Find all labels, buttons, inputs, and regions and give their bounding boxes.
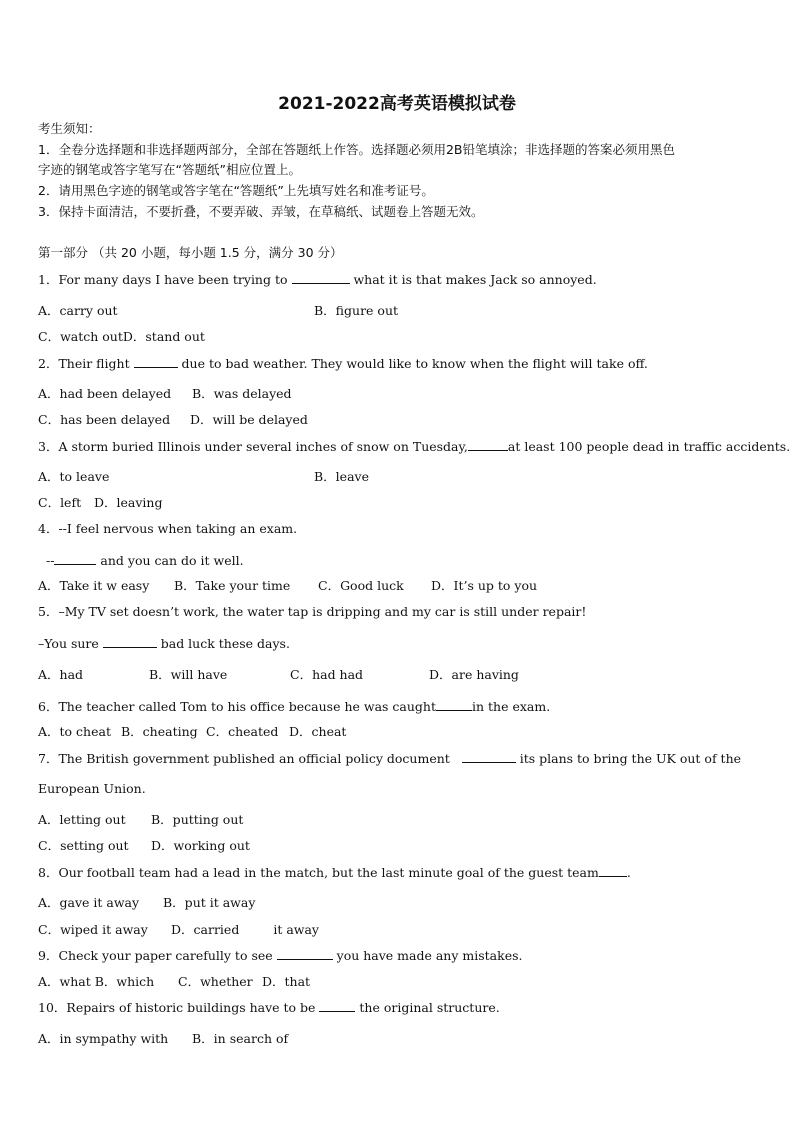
q3-option-d[interactable]: D．leaving bbox=[94, 495, 163, 510]
q8-option-d-text-end: it away bbox=[273, 922, 319, 937]
answer-blank bbox=[468, 438, 508, 451]
q3-stem: 3．A storm buried Illinois under several inches of snow on Tuesday, bbox=[38, 439, 468, 454]
q1-option-a[interactable]: A．carry out bbox=[38, 303, 118, 318]
q1-option-b[interactable]: B．figure out bbox=[314, 303, 399, 318]
q8-option-a[interactable]: A．gave it away bbox=[38, 895, 140, 910]
q1-stem: 1．For many days I have been trying to bbox=[38, 272, 292, 287]
answer-blank bbox=[103, 635, 157, 648]
q1-option-cd[interactable]: C．watch outD．stand out bbox=[38, 329, 205, 344]
question-2 bbox=[38, 355, 648, 372]
q8-option-d[interactable] bbox=[171, 922, 319, 938]
q8-option-b[interactable]: B．put it away bbox=[163, 895, 256, 910]
q6-option-d[interactable]: D．cheat bbox=[289, 724, 347, 739]
answer-blank bbox=[54, 552, 96, 565]
q4-dash: -- bbox=[46, 553, 55, 568]
notice-line-2: 2．请用黑色字迹的钢笔或答字笔在“答题纸”上先填写姓名和准考证号。 bbox=[38, 183, 434, 198]
q3-option-b[interactable]: B．leave bbox=[314, 469, 369, 484]
q9-option-d[interactable]: D．that bbox=[262, 974, 311, 989]
q3-stem-end: at least 100 people dead in traffic accidents. bbox=[507, 439, 791, 454]
notice-line-1b: 字迹的钢笔或答字笔写在“答题纸”相应位置上。 bbox=[38, 162, 301, 177]
q6-option-c[interactable]: C．cheated bbox=[206, 724, 279, 739]
question-1 bbox=[38, 271, 597, 288]
q4-option-c[interactable]: C．Good luck bbox=[318, 578, 404, 593]
q7-stem-end: its plans to bring the UK out of the bbox=[515, 751, 742, 766]
q3-option-a[interactable]: A．to leave bbox=[38, 469, 110, 484]
answer-blank bbox=[292, 271, 350, 284]
q2-stem: 2．Their flight bbox=[38, 356, 134, 371]
answer-blank bbox=[277, 947, 333, 960]
question-4: 4．--I feel nervous when taking an exam. bbox=[38, 521, 298, 536]
q4-option-b[interactable]: B．Take your time bbox=[174, 578, 291, 593]
question-6 bbox=[38, 698, 550, 715]
q9-stem-end: you have made any mistakes. bbox=[332, 948, 523, 963]
q3-option-c[interactable]: C．left bbox=[38, 495, 82, 510]
q6-option-a[interactable]: A．to cheat bbox=[38, 724, 111, 739]
question-7-cont: European Union. bbox=[38, 781, 146, 796]
q10-stem-end: the original structure. bbox=[355, 1000, 500, 1015]
q10-stem: 10．Repairs of historic buildings have to be bbox=[38, 1000, 320, 1015]
q4-option-a[interactable]: A．Take it w easy bbox=[38, 578, 150, 593]
q2-option-b[interactable]: B．was delayed bbox=[192, 386, 292, 401]
q10-option-a[interactable]: A．in sympathy with bbox=[38, 1031, 169, 1046]
q9-option-c[interactable]: C．whether bbox=[178, 974, 253, 989]
q8-option-d-text: D．carried bbox=[171, 922, 240, 937]
q5-option-a[interactable]: A．had bbox=[38, 667, 84, 682]
question-9 bbox=[38, 947, 523, 964]
answer-blank bbox=[319, 999, 355, 1012]
notice-line-1a: 1．全卷分选择题和非选择题两部分，全部在答题纸上作答。选择题必须用2B铅笔填涂；非选择题的答案必须用黑色 bbox=[38, 142, 675, 157]
q6-option-b[interactable]: B．cheating bbox=[121, 724, 198, 739]
answer-blank bbox=[462, 750, 516, 763]
q7-option-d[interactable]: D．working out bbox=[151, 838, 250, 853]
q2-option-a[interactable]: A．had been delayed bbox=[38, 386, 172, 401]
q5-reply-end: bad luck these days. bbox=[156, 636, 290, 651]
q5-option-b[interactable]: B．will have bbox=[149, 667, 228, 682]
section-heading: 第一部分 （共 20 小题，每小题 1.5 分，满分 30 分） bbox=[38, 245, 343, 260]
q4-option-d[interactable]: D．It’s up to you bbox=[431, 578, 538, 593]
q7-option-c[interactable]: C．setting out bbox=[38, 838, 129, 853]
q4-reply-end: and you can do it well. bbox=[96, 553, 244, 568]
question-3 bbox=[38, 438, 790, 455]
answer-blank bbox=[134, 355, 178, 368]
q2-stem-end: due to bad weather. They would like to know when the flight will take off. bbox=[177, 356, 648, 371]
q7-option-b[interactable]: B．putting out bbox=[151, 812, 244, 827]
q7-option-a[interactable]: A．letting out bbox=[38, 812, 126, 827]
q5-option-c[interactable]: C．had had bbox=[290, 667, 364, 682]
q5-reply-start: –You sure bbox=[38, 636, 103, 651]
notice-heading: 考生须知： bbox=[38, 121, 101, 136]
question-7 bbox=[38, 750, 741, 767]
q1-stem-end: what it is that makes Jack so annoyed. bbox=[349, 272, 597, 287]
question-8 bbox=[38, 864, 631, 881]
q5-option-d[interactable]: D．are having bbox=[429, 667, 519, 682]
q9-option-ab[interactable]: A．what B．which bbox=[38, 974, 155, 989]
q2-option-d[interactable]: D．will be delayed bbox=[190, 412, 308, 427]
question-5-reply bbox=[38, 635, 290, 652]
q7-stem: 7．The British government published an official policy document bbox=[38, 751, 454, 766]
answer-blank bbox=[436, 698, 472, 711]
q8-stem: 8．Our football team had a lead in the match, but the last minute goal of the guest team bbox=[38, 865, 599, 880]
q6-stem: 6．The teacher called Tom to his office because he was caught bbox=[38, 699, 436, 714]
q8-stem-end: . bbox=[626, 865, 631, 880]
q8-option-c[interactable]: C．wiped it away bbox=[38, 922, 148, 937]
q6-stem-end: in the exam. bbox=[472, 699, 551, 714]
q2-option-c[interactable]: C．has been delayed bbox=[38, 412, 171, 427]
question-4-reply bbox=[46, 552, 244, 569]
q9-stem: 9．Check your paper carefully to see bbox=[38, 948, 277, 963]
question-5: 5．–My TV set doesn’t work, the water tap is dripping and my car is still under repair! bbox=[38, 604, 587, 619]
question-10 bbox=[38, 999, 500, 1016]
answer-blank bbox=[599, 864, 627, 877]
notice-line-3: 3．保持卡面清洁，不要折叠，不要弄破、弄皱，在草稿纸、试题卷上答题无效。 bbox=[38, 204, 484, 219]
exam-title: 2021-2022高考英语模拟试卷 bbox=[278, 94, 516, 114]
q10-option-b[interactable]: B．in search of bbox=[192, 1031, 289, 1046]
